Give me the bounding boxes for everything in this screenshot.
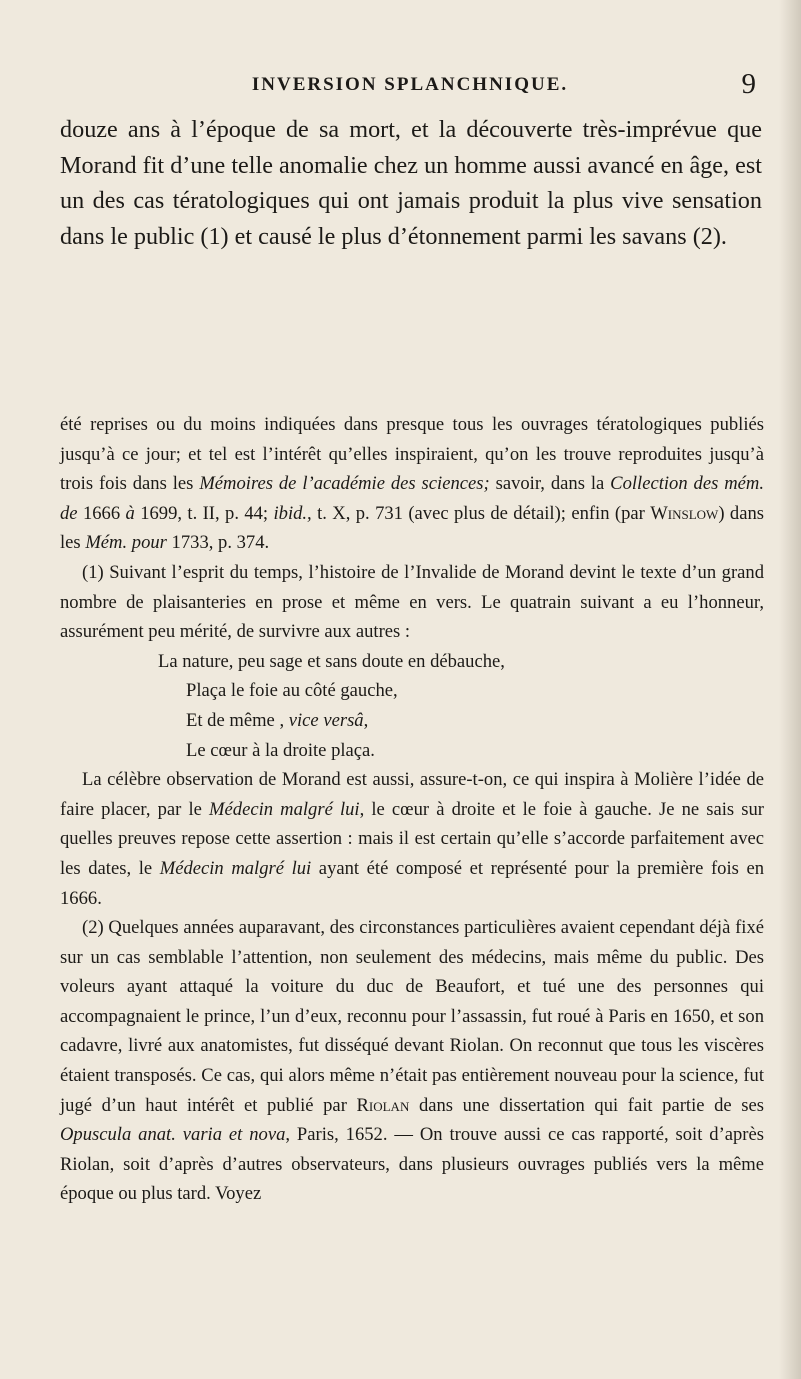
text-run: La célèbre observation de Morand est aussi, assure-t-on, ce qui inspira à Molière l’idée de faire placer, par le	[60, 769, 764, 820]
running-title: INVERSION SPLANCHNIQUE.	[251, 74, 569, 95]
footnotes	[60, 410, 764, 1209]
verse-line-3	[158, 706, 764, 736]
text-run: été reprises ou du moins indiquées dans presque tous les ouvrages tératologiques publiés jusqu’à ce jour; et tel est l’intérêt qu’elles inspiraient, qu’on les trouve reproduites jusqu’à trois fois dans les	[60, 414, 764, 495]
text-run: 1733, p. 374.	[166, 532, 270, 554]
page-number: 9	[741, 68, 756, 100]
quatrain	[158, 647, 764, 765]
author-name: Riolan	[356, 1094, 410, 1116]
running-header	[60, 68, 760, 102]
italic-title: Collection des mém. de	[60, 473, 764, 524]
italic-title: Mém. pour	[85, 532, 167, 554]
italic-title: Opuscula anat. varia et nova	[60, 1124, 286, 1146]
text-run: , Paris, 1652. — On trouve aussi ce cas rapporté, soit d’après Riolan, soit d’après d’autres observateurs, dans plusieurs ouvrages publiés vers la même époque ou plus tard. Voyez	[60, 1124, 764, 1205]
text-run: ayant été composé et représenté pour la première fois en 1666.	[60, 857, 765, 909]
author-name: Winslow	[650, 502, 719, 524]
text-run: 1699, t. II, p. 44;	[134, 502, 274, 524]
italic-title: Mémoires de l’académie des sciences;	[199, 473, 490, 495]
page-edge-shadow	[779, 0, 801, 1379]
italic-title: Médecin malgré lui	[209, 798, 360, 820]
italic-title: Médecin malgré lui	[159, 857, 312, 879]
italic-word: vice versâ	[288, 709, 364, 731]
italic-word: à	[125, 502, 135, 524]
footnote-1-continued	[60, 765, 764, 913]
text-run: Et de même ,	[186, 709, 289, 731]
text-run: ,	[363, 709, 369, 731]
footnote-1: (1) Suivant l’esprit du temps, l’histoire de l’Invalide de Morand devint le texte d’un grand nombre de plaisanteries en prose et même en vers. Le quatrain suivant a eu l’honneur, assurément peu mérité, de survivre aux autres :	[60, 561, 764, 643]
footnote-2	[60, 913, 764, 1209]
text-run: dans une dissertation qui fait partie de ses	[409, 1094, 764, 1116]
text-run: t. X, p. 731 (avec plus de détail); enfin (par	[311, 502, 651, 524]
text-run: ) dans les	[60, 502, 764, 554]
verse-line-1: La nature, peu sage et sans doute en débauche,	[158, 650, 505, 672]
text-run: 1666	[77, 502, 126, 524]
footnote-continuation	[60, 410, 764, 558]
text-run: (2) Quelques années auparavant, des circonstances particulières avaient cependant déjà fixé sur un cas semblable l’attention, non seulement des médecins, mais même du public. Des voleurs ayant attaqué la voiture du duc de Beaufort, et tué une des personnes qui accompagnaient le prince, l’un d’eux, reconnu pour l’assassin, fut roué à Paris en 1650, et son cadavre, livré aux anatomistes, fut disséqué devant Riolan. On reconnut que tous les viscères étaient transposés. Ce cas, qui alors même n’était pas entièrement nouveau pour la science, fut jugé d’un haut intérêt et publié par	[60, 917, 764, 1116]
text-run: savoir, dans la	[489, 473, 611, 495]
text-run: , le cœur à droite et le foie à gauche. Je ne sais sur quelles preuves repose cette assertion : mais il est certain qu’elle s’accorde parfaitement avec les dates, le	[60, 798, 764, 879]
verse-line-2: Plaça le foie au côté gauche,	[186, 680, 398, 702]
main-paragraph: douze ans à l’époque de sa mort, et la découverte très-imprévue que Morand fit d’une telle anomalie chez un homme aussi avancé en âge, est un des cas tératologiques qui ont jamais produit la plus vive sensation dans le public (1) et causé le plus d’étonnement parmi les savans (2).	[60, 116, 762, 250]
verse-line-4: Le cœur à la droite plaça.	[186, 739, 375, 761]
italic-word: ibid.,	[273, 502, 312, 524]
